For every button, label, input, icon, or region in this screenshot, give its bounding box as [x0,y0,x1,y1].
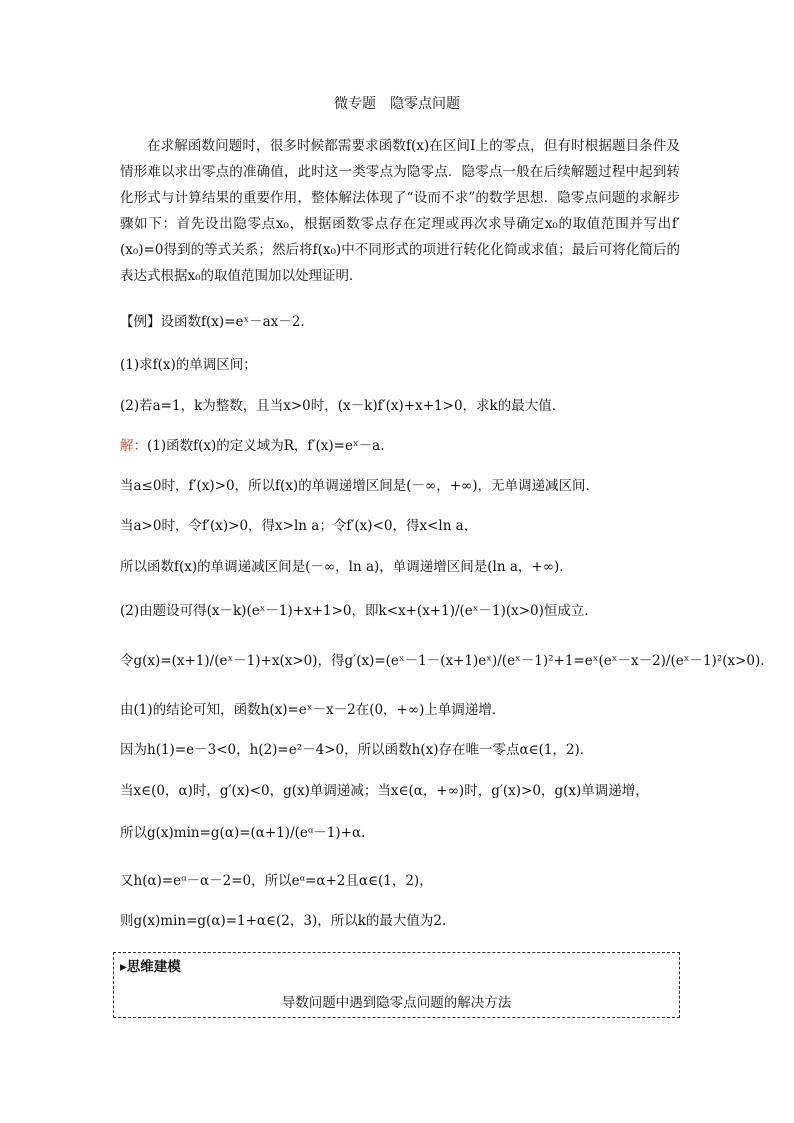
solution-line-7: 由(1)的结论可知，函数h(x)=eˣ－x－2在(0，+∞)上单调递增． [120,702,506,718]
solution-line-11: 又h(α)=eᵅ－α－2=0，所以eᵅ=α+2且α∈(1，2)， [120,873,433,889]
solution-line-3: 当a>0时，令f′(x)>0，得x>ln a；令f′(x)<0，得x<ln a， [120,518,478,534]
solution-label: 解： [120,438,147,454]
question-1: (1)求f(x)的单调区间； [120,357,257,373]
box-label: ▸思维建模 [120,959,181,975]
question-2: (2)若a=1，k为整数，且当x>0时，(x－k)f′(x)+x+1>0，求k的最大值． [120,398,566,414]
solution-line-5: (2)由题设可得(x－k)(eˣ－1)+x+1>0，即k<x+(x+1)/(eˣ－1)(x>0)恒成立． [120,603,598,619]
solution-text-1: (1)函数f(x)的定义域为R，f′(x)=eˣ－a. [147,438,385,454]
solution-line-4: 所以函数f(x)的单调递减区间是(－∞，ln a)，单调递增区间是(ln a，+∞)． [120,559,573,575]
solution-line-1 [120,436,385,456]
box-content: 导数问题中遇到隐零点问题的解决方法 [281,995,512,1011]
solution-line-10: 所以g(x)min=g(α)=(α+1)/(eᵅ－1)+α. [120,825,366,841]
solution-line-9: 当x∈(0，α)时，g′(x)<0，g(x)单调递减；当x∈(α，+∞)时，g′(x)>0，g(x)单调递增， [120,783,649,799]
solution-line-2: 当a≤0时，f′(x)>0，所以f(x)的单调递增区间是(－∞，+∞)，无单调递减区间． [120,478,600,494]
solution-line-12: 则g(x)min=g(α)=1+α∈(2，3)，所以k的最大值为2. [120,913,447,929]
solution-line-8: 因为h(1)=e－3<0，h(2)=e²－4>0，所以函数h(x)存在唯一零点α∈(1，2)． [120,742,594,758]
thinking-model-box [113,952,680,1018]
page-title: 微专题 隐零点问题 [334,96,460,112]
example-statement: 【例】设函数f(x)=eˣ－ax－2. [120,314,305,330]
solution-line-6: 令g(x)=(x+1)/(eˣ－1)+x(x>0)，得g′(x)=(eˣ－1－(x+1)eˣ)/(eˣ－1)²+1=eˣ(eˣ－x－2)/(eˣ－1)²(x>0)． [120,653,774,669]
intro-paragraph: 在求解函数问题时，很多时候都需要求函数f(x)在区间I上的零点，但有时根据题目条件及情形难以求出零点的准确值，此时这一类零点为隐零点．隐零点一般在后续解题过程中起到转化形式与计算结果的重要作用，整体解法体现了“设而不求”的数学思想．隐零点问题的求解步骤如下：首先设出隐零点x₀，根据函数零点存在定理或再次求导确定x₀的取值范围并写出f′(x₀)=0得到的等式关系；然后将f(x₀)中不同形式的项进行转化化简或求值；最后可将化简后的表达式根据x₀的取值范围加以处理证明． [120,138,680,284]
